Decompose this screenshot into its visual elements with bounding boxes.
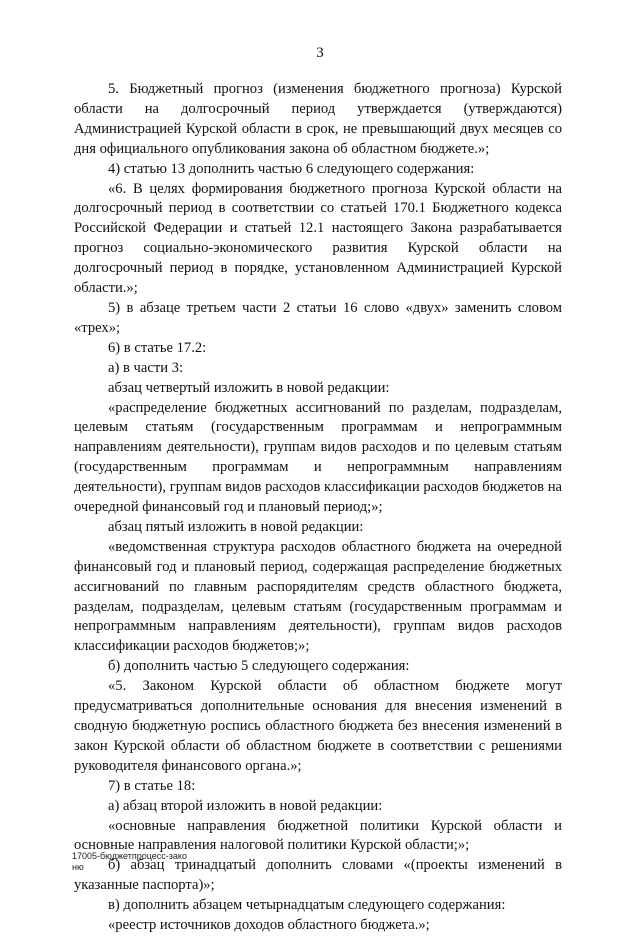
paragraph-article-17-2-heading: 6) в статье 17.2: xyxy=(108,339,207,356)
paragraph-departmental-structure: «ведомственная структура расходов областного бюджета на очередной финансовый год и плановый период, содержащая распределение бюджетных ассигнований по главным распорядителям средств областного бюджета, разделам, подразделам, целевым статьям (государственным программам и непрограммным направлениям деятельности), группам видов расходов классификации расходов бюджетов;»; xyxy=(74,538,562,655)
paragraph-fifth-abzats-heading: абзац пятый изложить в новой редакции: xyxy=(108,518,364,535)
footer-file-name: 17005-бюджетпроцесс-зако xyxy=(72,851,187,861)
paragraph-revenue-registry: «реестр источников доходов областного бюджета.»; xyxy=(108,917,430,934)
paragraph-part-5-heading: б) дополнить частью 5 следующего содержания: xyxy=(108,658,410,675)
paragraph-article-18-heading: 7) в статье 18: xyxy=(108,777,196,794)
paragraph-article-16-amendment: 5) в абзаце третьем части 2 статьи 16 слово «двух» заменить словом «трех»; xyxy=(74,299,562,336)
paragraph-budget-forecast-approval: 5. Бюджетный прогноз (изменения бюджетного прогноза) Курской области на долгосрочный период утверждается (утверждаются) Администрацией Курской области в срок, не превышающий двух месяцев со дня официального опубликования закона об областном бюджете.»; xyxy=(74,81,562,157)
paragraph-second-abzats-heading: а) абзац второй изложить в новой редакции: xyxy=(108,797,383,814)
document-footer xyxy=(72,851,187,873)
paragraph-thirteenth-abzats: б) абзац тринадцатый дополнить словами «(проекты изменений в указанные паспорта)»; xyxy=(74,857,562,894)
paragraph-fourteenth-abzats-heading: в) дополнить абзацем четырнадцатым следующего содержания: xyxy=(108,897,506,914)
paragraph-allocation-distribution: «распределение бюджетных ассигнований по разделам, подразделам, целевым статьям (государственным программам и непрограммным направлениям деятельности), группам видов расходов и по целевым статьям (государственным программам и непрограммным направлениям деятельности), группам видов расходов классификации расходов бюджетов на очередной финансовый год и плановый период;»; xyxy=(74,399,562,516)
paragraph-part-6-text: «6. В целях формирования бюджетного прогноза Курской области на долгосрочный период в соответствии со статьей 170.1 Бюджетного кодекса Российской Федерации и статьей 12.1 настоящего Закона разрабатывается прогноз социально-экономического развития Курской области на долгосрочный период в порядке, установленном Администрацией Курской области.»; xyxy=(74,180,562,297)
footer-file-name-continued: ню xyxy=(72,862,84,872)
document-body xyxy=(74,80,562,936)
paragraph-part-5-text: «5. Законом Курской области об областном бюджете могут предусматриваться дополнительные основания для внесения изменений в сводную бюджетную роспись областного бюджета без внесения изменений в закон Курской области об областном бюджете в соответствии с решениями руководителя финансового органа.»; xyxy=(74,678,562,774)
paragraph-article-13-amendment: 4) статью 13 дополнить частью 6 следующего содержания: xyxy=(108,160,475,177)
paragraph-policy-directions: «основные направления бюджетной политики Курской области и основные направления налоговой политики Курской области;»; xyxy=(74,817,562,854)
paragraph-part-3-heading: а) в части 3: xyxy=(108,359,184,376)
paragraph-fourth-abzats-heading: абзац четвертый изложить в новой редакции: xyxy=(108,379,390,396)
page-number: 3 xyxy=(316,45,324,61)
